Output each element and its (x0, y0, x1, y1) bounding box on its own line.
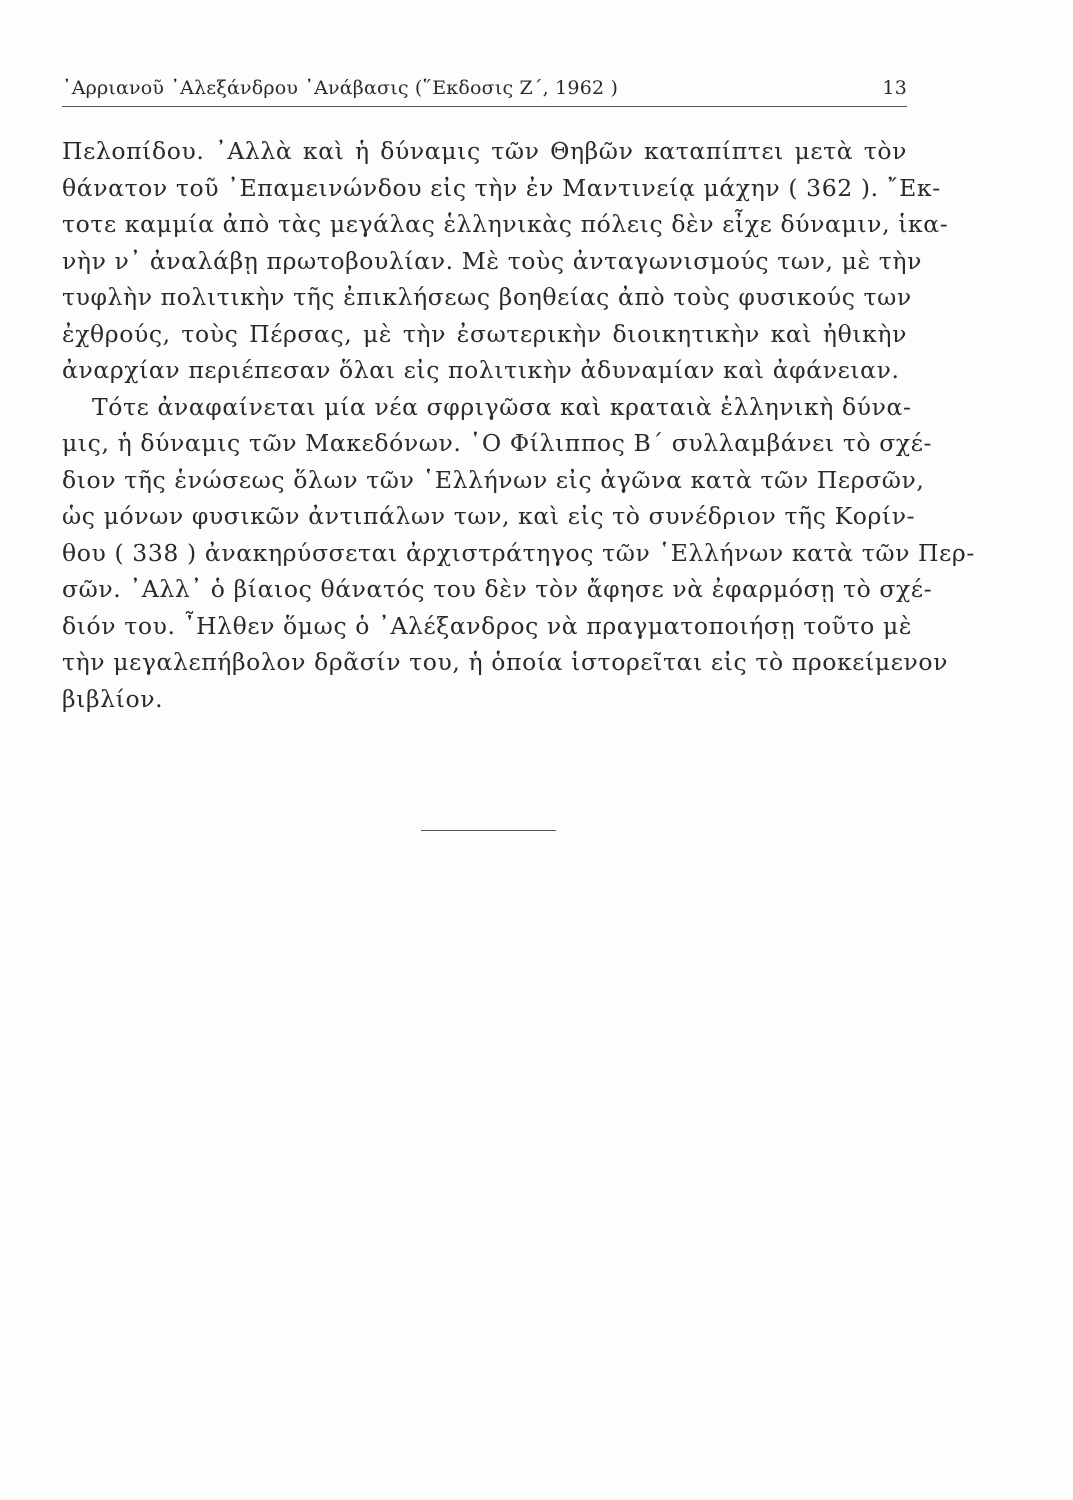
text-line: θάνατον τοῦ ᾿Επαμεινώνδου εἰς τὴν ἐν Μαντινείᾳ μάχην ( 362 ). ῎Εκ- (62, 173, 941, 202)
text-line: τυφλὴν πολιτικὴν τῆς ἐπικλήσεως βοηθείας ἀπὸ τοὺς φυσικούς των (62, 283, 912, 311)
text-line: διόν του. ῏Ηλθεν ὅμως ὁ ᾿Αλέξανδρος νὰ πραγματοποιήσῃ τοῦτο μὲ (62, 611, 913, 640)
page-number: 13 (882, 77, 907, 99)
text-line: βιβλίον. (62, 684, 164, 713)
text-line: διον τῆς ἑνώσεως ὅλων τῶν ῾Ελλήνων εἰς ἀγῶνα κατὰ τῶν Περσῶν, (62, 465, 925, 494)
text-line: ὡς μόνων φυσικῶν ἀντιπάλων των, καὶ εἰς τὸ συνέδριον τῆς Κορίν- (62, 502, 916, 530)
text-line: νὴν ν᾿ ἀναλάβῃ πρωτοβουλίαν. Μὲ τοὺς ἀνταγωνισμούς των, μὲ τὴν (62, 246, 922, 275)
text-line: ἐχθρούς, τοὺς Πέρσας, μὲ τὴν ἐσωτερικὴν διοικητικὴν καὶ ἠθικὴν (62, 319, 907, 348)
text-line: σῶν. ᾿Αλλ᾿ ὁ βίαιος θάνατός του δὲν τὸν ἄφησε νὰ ἐφαρμόσῃ τὸ σχέ- (62, 575, 933, 603)
text-line: ἀναρχίαν περιέπεσαν ὅλαι εἰς πολιτικὴν ἀδυναμίαν καὶ ἀφάνειαν. (62, 356, 900, 384)
body-text (62, 133, 975, 717)
paragraph-2 (62, 389, 975, 718)
header-rule (62, 106, 907, 107)
running-header-title: ᾿Αρριανοῦ ᾿Αλεξάνδρου ᾿Ανάβασις (῞Εκδοσις Ζ΄, 1962 ) (62, 77, 619, 99)
text-line: Τότε ἀναφαίνεται μία νέα σφριγῶσα καὶ κραταιὰ ἑλληνικὴ δύνα- (92, 392, 912, 421)
text-line: τὴν μεγαλεπήβολον δρᾶσίν του, ἡ ὁποία ἱστορεῖται εἰς τὸ προκείμενον (62, 648, 949, 676)
paragraph-1 (62, 133, 949, 389)
text-line: μις, ἡ δύναμις τῶν Μακεδόνων. ῾Ο Φίλιππος Β΄ συλλαμβάνει τὸ σχέ- (62, 429, 933, 457)
running-header (62, 74, 907, 102)
text-line: Πελοπίδου. ᾿Αλλὰ καὶ ἡ δύναμις τῶν Θηβῶν καταπίπτει μετὰ τὸν (62, 137, 907, 165)
text-line: τοτε καμμία ἀπὸ τὰς μεγάλας ἑλληνικὰς πόλεις δὲν εἶχε δύναμιν, ἱκα- (62, 210, 949, 238)
text-line: θου ( 338 ) ἀνακηρύσσεται ἀρχιστράτηγος τῶν ῾Ελλήνων κατὰ τῶν Περ- (62, 538, 975, 567)
section-end-rule (421, 830, 556, 831)
